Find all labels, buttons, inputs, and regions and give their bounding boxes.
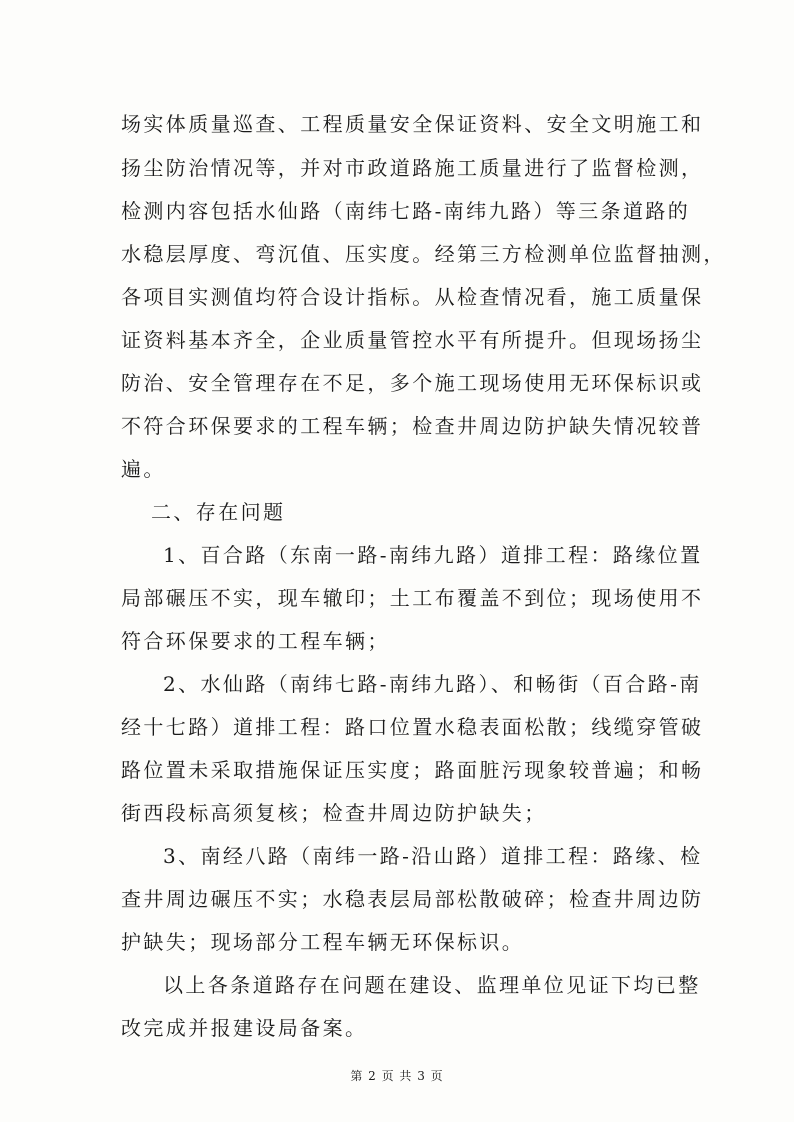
- item-3-line: 查井周边碾压不实；水稳表层局部松散破碎；检查井周边防: [121, 887, 704, 911]
- paragraph-line: 不符合环保要求的工程车辆；检查井周边防护缺失情况较普: [121, 414, 704, 438]
- item-1-line: 局部碾压不实，现车辙印；土工布覆盖不到位；现场使用不: [121, 586, 704, 610]
- item-1-line: 符合环保要求的工程车辆；: [121, 629, 390, 653]
- paragraph-line: 遍。: [121, 457, 166, 481]
- section-heading: 二、存在问题: [151, 500, 286, 524]
- paragraph-line: 证资料基本齐全，企业质量管控水平有所提升。但现场扬尘: [121, 328, 704, 352]
- item-3-line: 3、南经八路（南纬一路-沿山路）道排工程：路缘、检: [163, 844, 703, 868]
- item-2-line: 路位置未采取措施保证压实度；路面脏污现象较普遍；和畅: [121, 758, 704, 782]
- page-number: 第 2 页 共 3 页: [350, 1069, 444, 1083]
- paragraph-line: 防治、安全管理存在不足，多个施工现场使用无环保标识或: [121, 371, 704, 395]
- item-1-line: 1、百合路（东南一路-南纬九路）道排工程：路缘位置: [163, 543, 703, 567]
- item-2-line: 2、水仙路（南纬七路-南纬九路）、和畅街（百合路-南: [163, 672, 702, 696]
- paragraph-line: 扬尘防治情况等，并对市政道路施工质量进行了监督检测，: [121, 156, 704, 180]
- closing-line: 改完成并报建设局备案。: [121, 1016, 368, 1040]
- item-2-line: 经十七路）道排工程：路口位置水稳表面松散；线缆穿管破: [121, 715, 704, 739]
- paragraph-line: 场实体质量巡查、工程质量安全保证资料、安全文明施工和: [121, 112, 704, 136]
- paragraph-line: 水稳层厚度、弯沉值、压实度。经第三方检测单位监督抽测，: [121, 242, 726, 266]
- item-2-line: 街西段标高须复核；检查井周边防护缺失；: [121, 801, 547, 825]
- paragraph-line: 检测内容包括水仙路（南纬七路-南纬九路）等三条道路的: [121, 199, 691, 223]
- item-3-line: 护缺失；现场部分工程车辆无环保标识。: [121, 930, 525, 954]
- closing-line: 以上各条道路存在问题在建设、监理单位见证下均已整: [163, 973, 701, 997]
- paragraph-line: 各项目实测值均符合设计指标。从检查情况看，施工质量保: [121, 285, 704, 309]
